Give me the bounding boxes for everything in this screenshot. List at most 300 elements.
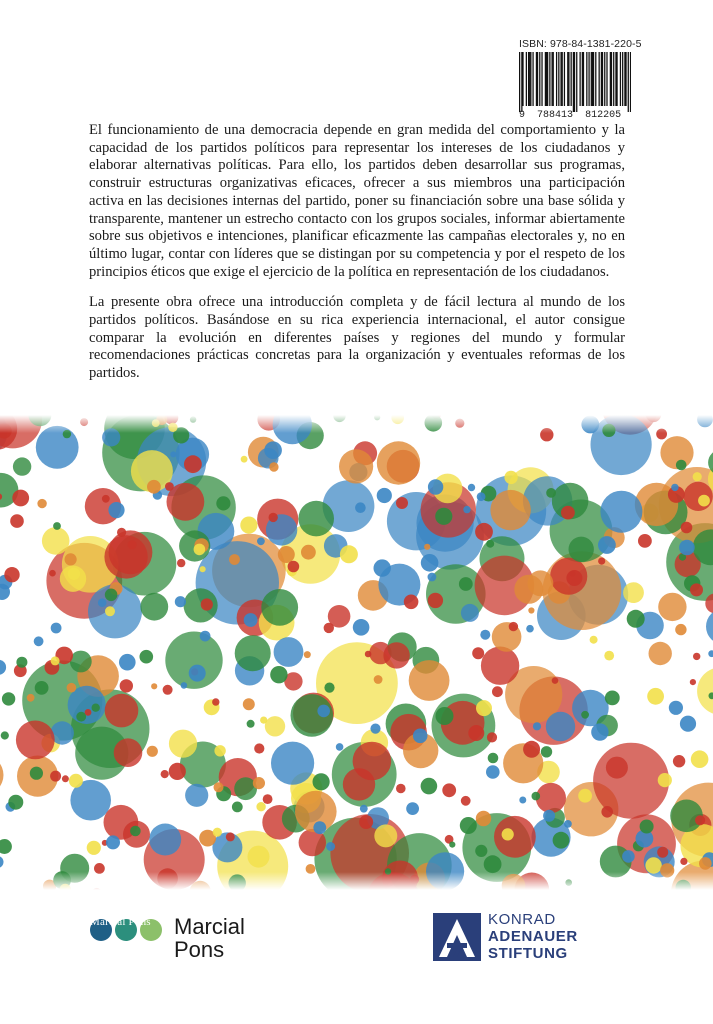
confetti-circle <box>149 824 181 856</box>
confetti-circle <box>257 537 265 545</box>
confetti-circle <box>184 455 202 473</box>
confetti-circle <box>480 630 490 640</box>
confetti-circle <box>519 797 526 804</box>
barcode-bar <box>606 52 607 106</box>
confetti-circle <box>8 795 23 810</box>
confetti-circle <box>98 598 107 607</box>
confetti-circle <box>475 523 493 541</box>
confetti-circle <box>105 606 115 616</box>
confetti-circle <box>51 623 62 634</box>
confetti-circle <box>62 775 69 782</box>
barcode-bar <box>551 52 552 106</box>
confetti-circle <box>606 757 628 779</box>
confetti-circle <box>0 660 6 675</box>
confetti-circle <box>2 692 15 705</box>
confetti-circle <box>684 482 713 511</box>
confetti-circle <box>693 653 700 660</box>
confetti-circle <box>673 755 685 767</box>
confetti-circle <box>240 517 257 534</box>
confetti-circle <box>699 857 712 870</box>
confetti-circle <box>468 725 484 741</box>
confetti-circle <box>435 508 452 525</box>
konrad-adenauer-logo <box>433 911 613 967</box>
confetti-circle <box>114 738 143 767</box>
confetti-circle <box>243 698 255 710</box>
barcode-digit-first: 9 <box>519 110 526 121</box>
confetti-circle <box>92 704 100 712</box>
confetti-circle <box>396 784 406 794</box>
barcode-bar <box>615 52 616 106</box>
blurb-paragraph-1: El funcionamiento de una democracia depende en gran medida del comportamiento y la capacidad de los partidos políticos para representar los intereses de los ciudadanos y elaborar alternativas políticas. Para ello, los partidos deben desarrollar sus programas, construir estructuras organizativas eficaces, ofrecer a sus miembros una participación activa en las decisiones internas del partido, poner su financiación sobre una base sólida y transparente, mantener un estrecho contacto con los grupos sociales, informar abiertamente sobre sus objetivos e intenciones, planificar eficazmente las campañas electorales y, no en último lugar, contar con líderes que se distingan por su competencia y por el respeto de los principios éticos que exige el ejercicio de la política en representación de los ciudadanos. <box>89 122 625 280</box>
confetti-circle <box>264 441 282 459</box>
confetti-circle <box>265 716 285 736</box>
confetti-circle <box>374 675 383 684</box>
confetti-circle <box>360 805 368 813</box>
confetti-circle <box>317 705 330 718</box>
barcode-bar <box>521 52 522 112</box>
confetti-circle <box>591 723 608 740</box>
confetti-circle <box>406 802 419 815</box>
barcode-bar <box>624 52 625 106</box>
confetti-circle <box>324 623 334 633</box>
barcode-bar <box>562 52 563 106</box>
confetti-circle <box>244 613 258 627</box>
confetti-circle <box>461 796 471 806</box>
barcode-bar <box>539 52 540 106</box>
confetti-circle <box>102 495 110 503</box>
confetti-circle <box>564 820 572 828</box>
confetti-circle <box>35 681 49 695</box>
barcode-bar <box>541 52 542 106</box>
confetti-circle <box>253 777 265 789</box>
confetti-circle <box>679 540 695 556</box>
confetti-circle <box>185 784 208 807</box>
confetti-circle <box>359 815 373 829</box>
confetti-circle <box>0 839 12 854</box>
confetti-circle <box>53 522 61 530</box>
barcode-bar <box>553 52 554 106</box>
confetti-circle <box>298 501 334 537</box>
confetti-circle <box>177 559 185 567</box>
barcode-bar <box>519 52 520 112</box>
confetti-circle <box>523 741 540 758</box>
confetti-circle <box>396 497 408 509</box>
confetti-circle <box>475 845 487 857</box>
confetti-circle <box>105 589 118 602</box>
barcode-bar <box>595 52 596 106</box>
confetti-circle <box>229 554 240 565</box>
barcode-bar <box>536 52 537 106</box>
confetti-circle <box>42 527 70 555</box>
barcode-digits <box>519 110 631 121</box>
confetti-circle <box>170 451 176 457</box>
confetti-circle <box>421 554 439 572</box>
confetti-circle <box>213 828 222 837</box>
foundation-line-1: KONRAD <box>488 911 556 928</box>
barcode-bar <box>558 52 559 106</box>
confetti-circle <box>288 561 300 573</box>
confetti-circle <box>140 650 154 664</box>
confetti-circle <box>647 688 664 705</box>
confetti-circle <box>214 782 224 792</box>
confetti-circle <box>0 755 4 794</box>
confetti-circle <box>645 857 661 873</box>
confetti-circle <box>484 855 502 873</box>
barcode-digits-right: 812205 <box>585 110 622 121</box>
confetti-circle <box>449 842 455 848</box>
barcode-bar <box>588 52 589 106</box>
publisher-name <box>174 915 274 961</box>
confetti-circle <box>260 717 267 724</box>
confetti-circle <box>140 593 168 621</box>
confetti-circle <box>477 492 486 501</box>
barcode-bar <box>560 52 561 106</box>
confetti-circle <box>605 691 620 706</box>
confetti-circle <box>30 767 43 780</box>
barcode-bar <box>564 52 565 106</box>
confetti-circle <box>490 490 530 530</box>
confetti-circle <box>76 712 86 722</box>
confetti-circle <box>241 456 248 463</box>
confetti-circle <box>51 656 60 665</box>
confetti-circle <box>235 635 271 671</box>
confetti-circle <box>339 449 373 483</box>
confetti-circle <box>1 731 9 739</box>
barcode-bar <box>547 52 548 106</box>
confetti-circle <box>536 783 566 813</box>
confetti-circle <box>181 682 188 689</box>
confetti-circle <box>514 575 543 604</box>
blurb-paragraph-2: La presente obra ofrece una introducción completa y de fácil lectura al mundo de los partidos políticos. Basándose en su rica experiencia internacional, el autor consigue comparar la evolución en diferentes países y regiones del mundo y formular recomendaciones prácticas concretas para la organización y eventuales reformas de los partidos. <box>89 294 625 382</box>
confetti-circle <box>13 457 31 475</box>
confetti-circle <box>313 821 326 834</box>
confetti-circle <box>254 743 264 753</box>
confetti-circle <box>355 502 366 513</box>
confetti-circle <box>304 651 311 658</box>
confetti-circle <box>263 794 273 804</box>
confetti-circle <box>528 607 534 613</box>
barcode-bar <box>579 52 580 106</box>
confetti-circle <box>226 832 235 841</box>
confetti-circle <box>336 743 344 751</box>
confetti-circle <box>271 742 314 785</box>
barcode-bar <box>568 52 569 106</box>
confetti-circle <box>581 711 589 719</box>
confetti-circle <box>569 537 594 562</box>
confetti-circle <box>404 595 419 610</box>
confetti-circle <box>622 850 635 863</box>
confetti-circle <box>486 540 494 548</box>
barcode-bar <box>591 52 592 106</box>
barcode-bar <box>586 52 587 106</box>
confetti-circle <box>232 802 243 813</box>
confetti-circle <box>428 593 443 608</box>
barcode-bar <box>549 52 550 106</box>
confetti-circle <box>604 651 614 661</box>
barcode-bar <box>532 52 533 106</box>
confetti-circle <box>428 573 437 582</box>
confetti-circle <box>67 683 77 693</box>
confetti-circle <box>541 746 552 757</box>
confetti-circle <box>216 496 230 510</box>
barcode-bar <box>567 52 568 106</box>
confetti-circle <box>502 828 514 840</box>
confetti-circle <box>504 471 517 484</box>
confetti-circle <box>695 815 705 825</box>
barcode-bar <box>545 52 546 106</box>
publisher-name-line-2: Pons <box>174 937 225 962</box>
confetti-circle <box>708 650 713 657</box>
confetti-circle <box>370 724 380 734</box>
confetti-circle <box>706 609 713 645</box>
marcial-pons-logo <box>90 915 270 965</box>
confetti-circle <box>301 545 316 560</box>
confetti-circle <box>492 686 503 697</box>
publisher-name-line-1: Marcial <box>174 914 245 939</box>
confetti-circle <box>269 513 278 522</box>
confetti-circle <box>128 540 137 549</box>
confetti-circle <box>377 488 392 503</box>
confetti-circle <box>578 789 592 803</box>
barcode-bar <box>529 52 530 106</box>
confetti-circle <box>526 625 534 633</box>
confetti-circle <box>165 482 174 491</box>
confetti-circle <box>675 624 686 635</box>
confetti-circle <box>374 824 397 847</box>
confetti-circle <box>671 484 678 491</box>
barcode-bar <box>628 52 629 112</box>
confetti-circle <box>598 536 616 554</box>
barcode-bar <box>622 52 623 106</box>
confetti-circle <box>212 698 219 705</box>
confetti-circle <box>598 558 605 565</box>
confetti-circle <box>494 816 536 858</box>
barcode-bar <box>630 52 631 112</box>
confetti-circle <box>261 589 298 626</box>
confetti-circle <box>247 720 255 728</box>
confetti-circle <box>488 753 499 764</box>
confetti-circle <box>690 583 703 596</box>
confetti-circle <box>459 577 473 591</box>
confetti-circle <box>4 567 19 582</box>
confetti-circle <box>278 546 295 563</box>
isbn-block <box>519 38 642 124</box>
confetti-circle <box>460 817 477 834</box>
confetti-circle <box>163 685 173 695</box>
barcode-digits-left: 788413 <box>537 110 574 121</box>
confetti-circle <box>691 750 709 768</box>
confetti-circle <box>49 570 56 577</box>
confetti-circle <box>119 654 136 671</box>
confetti-circle <box>200 566 206 572</box>
foundation-line-3: STIFTUNG <box>488 945 568 962</box>
confetti-circle <box>468 484 475 491</box>
barcode-bar <box>616 52 617 106</box>
confetti-circle <box>421 778 438 795</box>
barcode-bar <box>573 52 574 112</box>
foundation-name <box>488 911 578 962</box>
confetti-circle <box>147 746 158 757</box>
confetti-circle <box>353 742 392 781</box>
confetti-circles-artwork <box>0 415 713 890</box>
isbn-label: ISBN: 978-84-1381-220-5 <box>519 38 642 50</box>
barcode-bar <box>574 52 575 112</box>
confetti-circle <box>600 491 642 533</box>
confetti-circle <box>27 694 35 702</box>
confetti-circle <box>640 820 654 834</box>
blurb <box>89 122 625 396</box>
confetti-circle <box>476 700 492 716</box>
confetti-circle <box>69 774 83 788</box>
confetti-circle <box>649 642 672 665</box>
confetti-circle <box>657 847 668 858</box>
confetti-circle <box>693 472 702 481</box>
confetti-circle <box>546 712 575 741</box>
confetti-circle <box>365 651 372 658</box>
confetti-circle <box>487 732 497 742</box>
barcode-bar <box>601 52 602 106</box>
confetti-circle <box>189 665 206 682</box>
confetti-circle <box>532 792 541 801</box>
confetti-circle <box>169 763 186 780</box>
confetti-circle <box>424 544 430 550</box>
confetti-circle <box>552 677 559 684</box>
logo-imprint-text: Marcial Pons <box>90 916 151 928</box>
kas-mark-icon <box>433 913 481 961</box>
confetti-circle <box>627 610 645 628</box>
confetti-circle <box>16 657 27 668</box>
barcode-bar <box>593 52 594 106</box>
foundation-line-2: ADENAUER <box>488 928 578 945</box>
confetti-circle <box>147 480 161 494</box>
confetti-circle <box>374 559 391 576</box>
barcode-bar <box>583 52 584 106</box>
confetti-circle <box>428 479 443 494</box>
confetti-circle <box>50 771 61 782</box>
confetti-circle <box>543 810 555 822</box>
confetti-circle <box>486 765 500 779</box>
confetti-circle <box>601 806 613 818</box>
barcode-bar <box>610 52 611 106</box>
confetti-circle <box>269 462 278 471</box>
barcode-bar <box>556 52 557 106</box>
confetti-circle <box>109 530 153 574</box>
barcode-bar <box>537 52 538 106</box>
confetti-circle <box>130 826 141 837</box>
confetti-circle <box>676 460 687 471</box>
confetti-circle <box>65 553 77 565</box>
confetti-circle <box>12 490 29 507</box>
confetti-circle <box>161 770 169 778</box>
barcode-bar <box>625 52 626 106</box>
confetti-circle <box>590 636 598 644</box>
confetti-circle <box>481 647 519 685</box>
confetti-circle <box>658 773 672 787</box>
barcode-bar <box>546 52 547 106</box>
confetti-circle <box>658 593 686 621</box>
confetti-circle <box>108 502 124 518</box>
confetti-circle <box>472 647 484 659</box>
confetti-circle <box>214 745 225 756</box>
confetti-circle <box>274 637 304 667</box>
barcode <box>519 52 631 112</box>
confetti-circle <box>120 679 133 692</box>
confetti-circle <box>697 667 713 715</box>
confetti-circle <box>194 544 206 556</box>
barcode-bar <box>571 52 572 106</box>
confetti-circle <box>201 598 213 610</box>
confetti-circle <box>509 622 518 631</box>
confetti-circle <box>326 842 335 851</box>
confetti-circle <box>681 522 693 534</box>
confetti-circle <box>200 631 211 642</box>
confetti-circle <box>409 660 450 701</box>
confetti-circle <box>533 722 541 730</box>
confetti-circle <box>698 495 710 507</box>
confetti-circle <box>413 729 428 744</box>
confetti-circle <box>566 570 582 586</box>
confetti-circle <box>638 534 652 548</box>
barcode-bar <box>599 52 600 106</box>
confetti-circle <box>690 679 696 685</box>
barcode-bar <box>582 52 583 106</box>
confetti-circle <box>442 783 456 797</box>
confetti-circle <box>16 721 55 760</box>
confetti-circle <box>476 811 491 826</box>
confetti-circle <box>436 707 454 725</box>
confetti-circle <box>680 716 696 732</box>
confetti-circle <box>106 835 120 849</box>
confetti-circle <box>553 832 570 849</box>
confetti-circle <box>256 802 265 811</box>
confetti-circle <box>353 619 370 636</box>
barcode-bar <box>611 52 612 106</box>
confetti-circle <box>68 568 80 580</box>
confetti-circle <box>169 730 197 758</box>
confetti-circle <box>0 856 4 868</box>
barcode-bar <box>528 52 529 106</box>
confetti-circle <box>669 701 683 715</box>
barcode-bar <box>620 52 621 106</box>
confetti-circle <box>117 528 126 537</box>
barcode-bar <box>530 52 531 106</box>
confetti-circle <box>377 441 420 484</box>
confetti-circle <box>10 514 24 528</box>
confetti-circle <box>340 545 358 563</box>
confetti-circle <box>37 499 46 508</box>
barcode-bar <box>576 52 577 112</box>
confetti-circle <box>623 582 644 603</box>
confetti-circle <box>383 642 409 668</box>
confetti-circle <box>461 604 479 622</box>
confetti-circle <box>70 651 92 673</box>
barcode-bar <box>522 52 523 106</box>
confetti-circle <box>87 841 101 855</box>
confetti-circle <box>680 858 687 865</box>
barcode-bar <box>602 52 603 106</box>
confetti-circle <box>561 506 575 520</box>
barcode-bar <box>592 52 593 106</box>
confetti-circle <box>105 694 139 728</box>
barcode-bar <box>613 52 614 106</box>
confetti-circle <box>270 666 287 683</box>
confetti-circle <box>463 506 470 513</box>
barcode-bar <box>604 52 605 106</box>
barcode-bar <box>526 52 527 106</box>
confetti-circle <box>34 636 44 646</box>
confetti-circle <box>546 488 556 498</box>
confetti-circle <box>175 596 186 607</box>
